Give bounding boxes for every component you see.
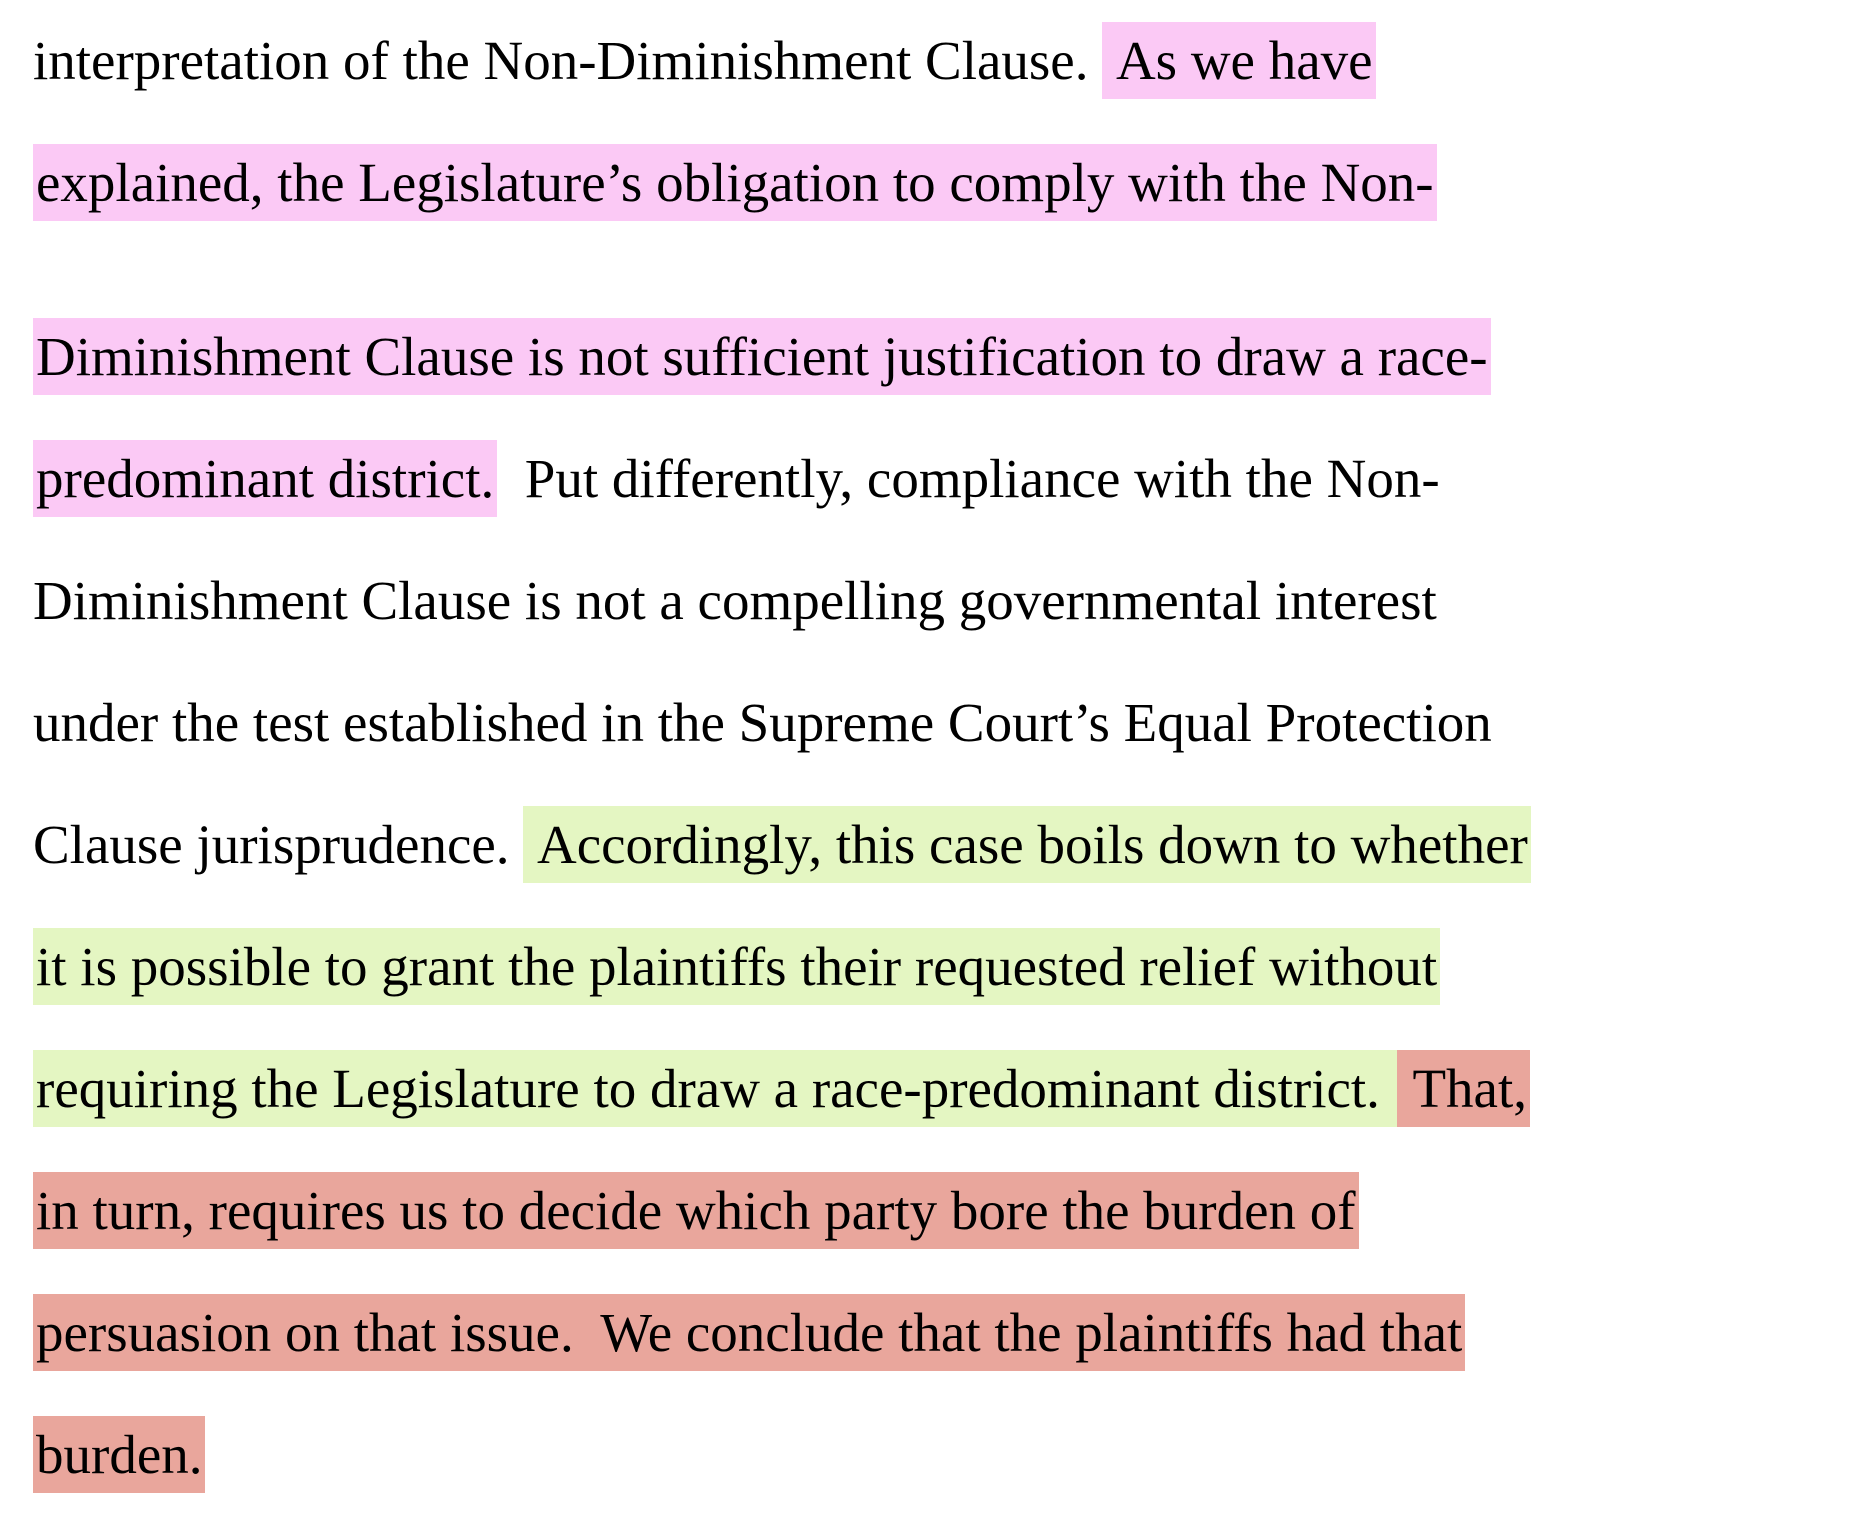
plain-text: Put differently, compliance with the Non- [497, 448, 1440, 509]
highlight-red-annotation[interactable]: That, [1397, 1050, 1530, 1127]
highlight-red-annotation[interactable]: burden. [33, 1416, 205, 1493]
text-line [33, 296, 1874, 418]
highlight-red-annotation[interactable]: persuasion on that issue. We conclude that the plaintiffs had that [33, 1294, 1465, 1371]
text-line [33, 784, 1874, 906]
text-line [33, 1272, 1874, 1394]
highlight-green-annotation[interactable]: it is possible to grant the plaintiffs their requested relief without [33, 928, 1440, 1005]
text-line [33, 418, 1874, 540]
text-line [33, 1150, 1874, 1272]
highlight-red-annotation[interactable]: in turn, requires us to decide which party bore the burden of [33, 1172, 1359, 1249]
text-line [33, 1028, 1874, 1150]
text-line [33, 122, 1874, 244]
plain-text: under the test established in the Supreme Court’s Equal Protection [33, 692, 1492, 753]
highlight-pink-annotation[interactable]: Diminishment Clause is not sufficient justification to draw a race- [33, 318, 1491, 395]
text-line [33, 540, 1874, 662]
highlight-pink-annotation[interactable]: explained, the Legislature’s obligation to comply with the Non- [33, 144, 1437, 221]
plain-text: interpretation of the Non-Diminishment Clause. [33, 30, 1103, 91]
highlight-green-annotation[interactable]: requiring the Legislature to draw a race-predominant district. [33, 1050, 1397, 1127]
document-text [33, 0, 1874, 1516]
text-line [33, 906, 1874, 1028]
text-line [33, 0, 1874, 122]
highlight-pink-annotation[interactable]: predominant district. [33, 440, 497, 517]
plain-text: Diminishment Clause is not a compelling governmental interest [33, 570, 1437, 631]
highlight-green-annotation[interactable]: Accordingly, this case boils down to whether [523, 806, 1531, 883]
highlight-pink-annotation[interactable]: As we have [1102, 22, 1375, 99]
plain-text: Clause jurisprudence. [33, 814, 524, 875]
text-line [33, 662, 1874, 784]
text-line [33, 1394, 1874, 1516]
